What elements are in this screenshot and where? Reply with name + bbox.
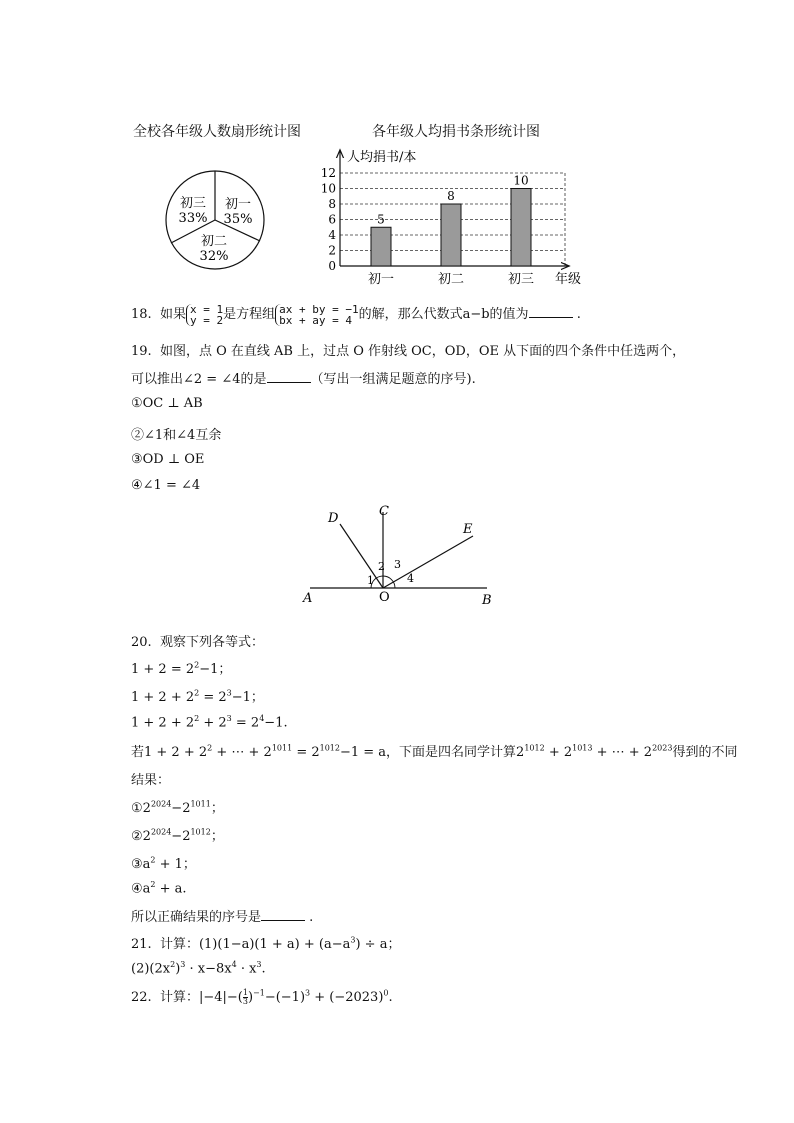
q20-if-p6: 2023 [652, 743, 673, 753]
x-tick-label: 初二 [437, 272, 465, 287]
q20-if-p5: 1013 [572, 743, 593, 753]
q20-if-b: + ⋯ + 2 [212, 745, 272, 760]
label-B: B [482, 593, 492, 608]
q20-e2-a: 1 + 2 + 2 [131, 690, 195, 705]
pie-title: 全校各年级人数扇形统计图 [133, 124, 301, 140]
question-19-line1 [131, 340, 685, 359]
q20-if-d: −1 = a，下面是四名同学计算2 [339, 745, 525, 760]
pie-label-g3: 初三 [179, 196, 207, 211]
q21-l1p: 3 [350, 935, 356, 945]
q21-number: 21. [131, 937, 152, 952]
x-tick-label: 初三 [507, 272, 535, 287]
q21-l2b: ) [175, 961, 181, 977]
y-tick-label: 10 [320, 181, 336, 196]
q20-end: . [309, 910, 314, 925]
ray-OD [340, 524, 383, 588]
q19-option-2: ②∠1和∠4互余 [131, 428, 222, 443]
question-21-line1 [131, 933, 400, 952]
q18-eq2: bx + ay = 4 [279, 313, 352, 327]
q19-text-2b: （写出一组满足题意的序号). [310, 372, 476, 387]
question-21-line2 [131, 960, 266, 976]
q20-ask [131, 906, 313, 925]
q20-o2-p1: 2024 [150, 827, 172, 837]
bar-chart-title: 各年级人均捐书条形统计图 [372, 124, 540, 140]
q21-l2d: · x [236, 961, 257, 977]
q18-text-a: 如果 [159, 307, 186, 322]
q18-end: . [576, 307, 581, 322]
q20-o2-c: ； [210, 829, 224, 844]
q18-y-value: y = 2 [189, 313, 224, 327]
q20-e3-a: 1 + 2 + 2 [131, 715, 195, 731]
q20-if-c: = 2 [292, 745, 320, 760]
q20-o1-c: ； [210, 801, 224, 816]
q20-o1-p2: 1011 [190, 799, 211, 809]
q20-option-4 [131, 880, 187, 896]
y-tick-label: 0 [328, 259, 336, 273]
q21-l2p1: 2 [170, 960, 176, 969]
q20-o1-b: −2 [171, 801, 191, 816]
q18-answer-blank[interactable] [529, 305, 573, 318]
q18-solution-system [186, 304, 223, 326]
y-tick-label: 8 [328, 197, 336, 211]
label-O: O [379, 590, 390, 605]
question-22 [131, 986, 393, 1006]
q19-option-1: ①OC ⊥ AB [131, 396, 203, 411]
q20-intro-text: 观察下列各等式： [159, 635, 264, 650]
q19-number: 19. [131, 344, 152, 359]
q22-c: −(−1) [264, 990, 306, 1005]
q20-e2-c: −1； [231, 690, 264, 705]
bar-value-label: 10 [513, 173, 529, 188]
q21-l1a: 计算：(1)(1−a)(1 + a) + (a−a [159, 937, 351, 952]
bar-chart [315, 145, 595, 290]
q18-equation-system [275, 304, 358, 326]
q18-eq1: ax + by = −1 [279, 302, 359, 316]
bar-2 [441, 204, 461, 266]
q20-condition [131, 741, 737, 760]
angle-3-label: 3 [394, 558, 401, 571]
q19-text-2a: 可以推出∠2 = ∠4的是 [131, 372, 267, 387]
bar-3 [511, 189, 531, 267]
question-19-line2 [131, 368, 476, 387]
q20-o1-a: ①2 [131, 801, 151, 816]
q20-o4-a: ④a [131, 881, 151, 897]
q19-text-1: 如图，点 O 在直线 AB 上，过点 O 作射线 OC，OD，OE 从下面的四个条件中任选两个， [159, 344, 686, 359]
q20-e2-p1: 2 [194, 688, 200, 698]
q20-o4-b: + a. [155, 881, 187, 897]
q20-answer-blank[interactable] [261, 908, 305, 921]
q20-o2-a: ②2 [131, 829, 151, 844]
angle-figure [295, 500, 505, 608]
q20-if-p3: 1012 [319, 743, 340, 753]
q20-e1-p: 2 [194, 660, 200, 670]
label-E: E [463, 522, 473, 537]
q21-l2p2: 3 [180, 960, 186, 969]
q19-answer-blank[interactable] [267, 370, 311, 383]
q20-if-e: + 2 [544, 745, 573, 760]
q22-d: + (−2023) [310, 990, 384, 1005]
q20-equation-3 [131, 714, 288, 730]
label-C: C [379, 504, 389, 519]
x-tick-label: 初一 [367, 272, 395, 287]
q20-o1-p1: 2024 [150, 799, 172, 809]
q20-number: 20. [131, 635, 152, 650]
q21-l2p4: 3 [256, 960, 262, 969]
q18-text-c: 的解，那么代数式a−b的值为 [358, 307, 529, 322]
bar-1 [371, 227, 391, 266]
q20-if-f: + ⋯ + 2 [592, 745, 653, 760]
pie-chart [160, 165, 270, 275]
q20-o4-p1: 2 [150, 880, 156, 889]
label-A: A [303, 591, 313, 606]
q20-e1-a: 1 + 2 = 2 [131, 662, 195, 677]
q20-equation-1 [131, 658, 231, 677]
q20-if-a: 若1 + 2 + 2 [131, 745, 208, 760]
pie-label-g1: 初一 [224, 197, 252, 212]
q21-l2a: (2)(2x [131, 961, 171, 977]
q19-option-4: ④∠1 = ∠4 [131, 478, 201, 493]
q20-e3-c: = 2 [231, 715, 260, 731]
q20-e2-b: = 2 [199, 690, 227, 705]
q20-if-p1: 2 [207, 743, 213, 753]
x-axis-label: 年级 [555, 272, 582, 287]
pie-pct-g1: 35% [223, 212, 253, 227]
q22-p1: −1 [253, 988, 265, 998]
q21-l2c: · x−8x [185, 961, 232, 977]
q22-e: . [388, 990, 393, 1005]
q20-o2-b: −2 [171, 829, 191, 844]
q20-if-p2: 1011 [271, 743, 293, 753]
y-axis-label: 人均捐书/本 [347, 150, 417, 165]
q22-frac-num: 1 [242, 988, 248, 997]
q22-number: 22. [131, 990, 152, 1005]
q20-e3-b: + 2 [199, 715, 227, 731]
q20-o2-p2: 1012 [190, 827, 211, 837]
q20-o3-b: + 1； [155, 857, 196, 872]
q20-ask-text: 所以正确结果的序号是 [131, 910, 262, 925]
y-tick-label: 2 [328, 243, 336, 258]
q21-l2e: . [261, 961, 266, 977]
q20-e3-p3: 4 [259, 714, 265, 723]
q20-result-label: 结果： [131, 773, 171, 788]
q20-e1-b: −1； [199, 662, 232, 677]
q18-x-value: x = 1 [189, 302, 224, 316]
q20-if-g: 得到的不同 [672, 745, 738, 760]
q18-text-b: 是方程组 [223, 307, 276, 322]
q19-option-3: ③OD ⊥ OE [131, 452, 205, 467]
q20-equation-2 [131, 686, 264, 705]
q20-if-p4: 1012 [524, 743, 545, 753]
q20-option-1 [131, 797, 224, 816]
question-20-intro [131, 631, 264, 650]
q20-option-2 [131, 825, 224, 844]
angle-1-label: 1 [367, 574, 374, 587]
q20-e2-p2: 3 [226, 688, 232, 698]
q21-l2p3: 4 [231, 960, 237, 969]
bar-value-label: 5 [377, 212, 385, 227]
q21-l1b: ) ÷ a； [355, 937, 401, 952]
angle-4-label: 4 [407, 572, 414, 585]
q22-b: ) [247, 990, 254, 1005]
q18-number: 18. [131, 307, 152, 322]
pie-pct-g2: 32% [199, 249, 229, 264]
q22-a: 计算：|−4|−( [159, 990, 243, 1005]
pie-label-g2: 初二 [200, 234, 228, 249]
bar-value-label: 8 [447, 189, 455, 203]
q22-p3: 0 [383, 988, 389, 998]
q22-p2: 3 [305, 988, 311, 998]
q22-frac-den: 3 [242, 997, 248, 1006]
q20-option-3 [131, 853, 196, 872]
q20-e3-p2: 3 [226, 714, 232, 723]
q20-o3-p1: 2 [150, 855, 156, 865]
y-tick-label: 4 [328, 228, 336, 242]
q20-e3-p1: 2 [194, 714, 200, 723]
q20-e3-d: −1. [264, 715, 288, 731]
question-18 [131, 303, 581, 326]
label-D: D [328, 511, 339, 526]
angle-2-label: 2 [378, 560, 385, 573]
q20-o3-a: ③a [131, 857, 151, 872]
y-tick-label: 6 [328, 212, 336, 227]
y-tick-label: 12 [320, 166, 336, 180]
pie-pct-g3: 33% [178, 211, 208, 226]
